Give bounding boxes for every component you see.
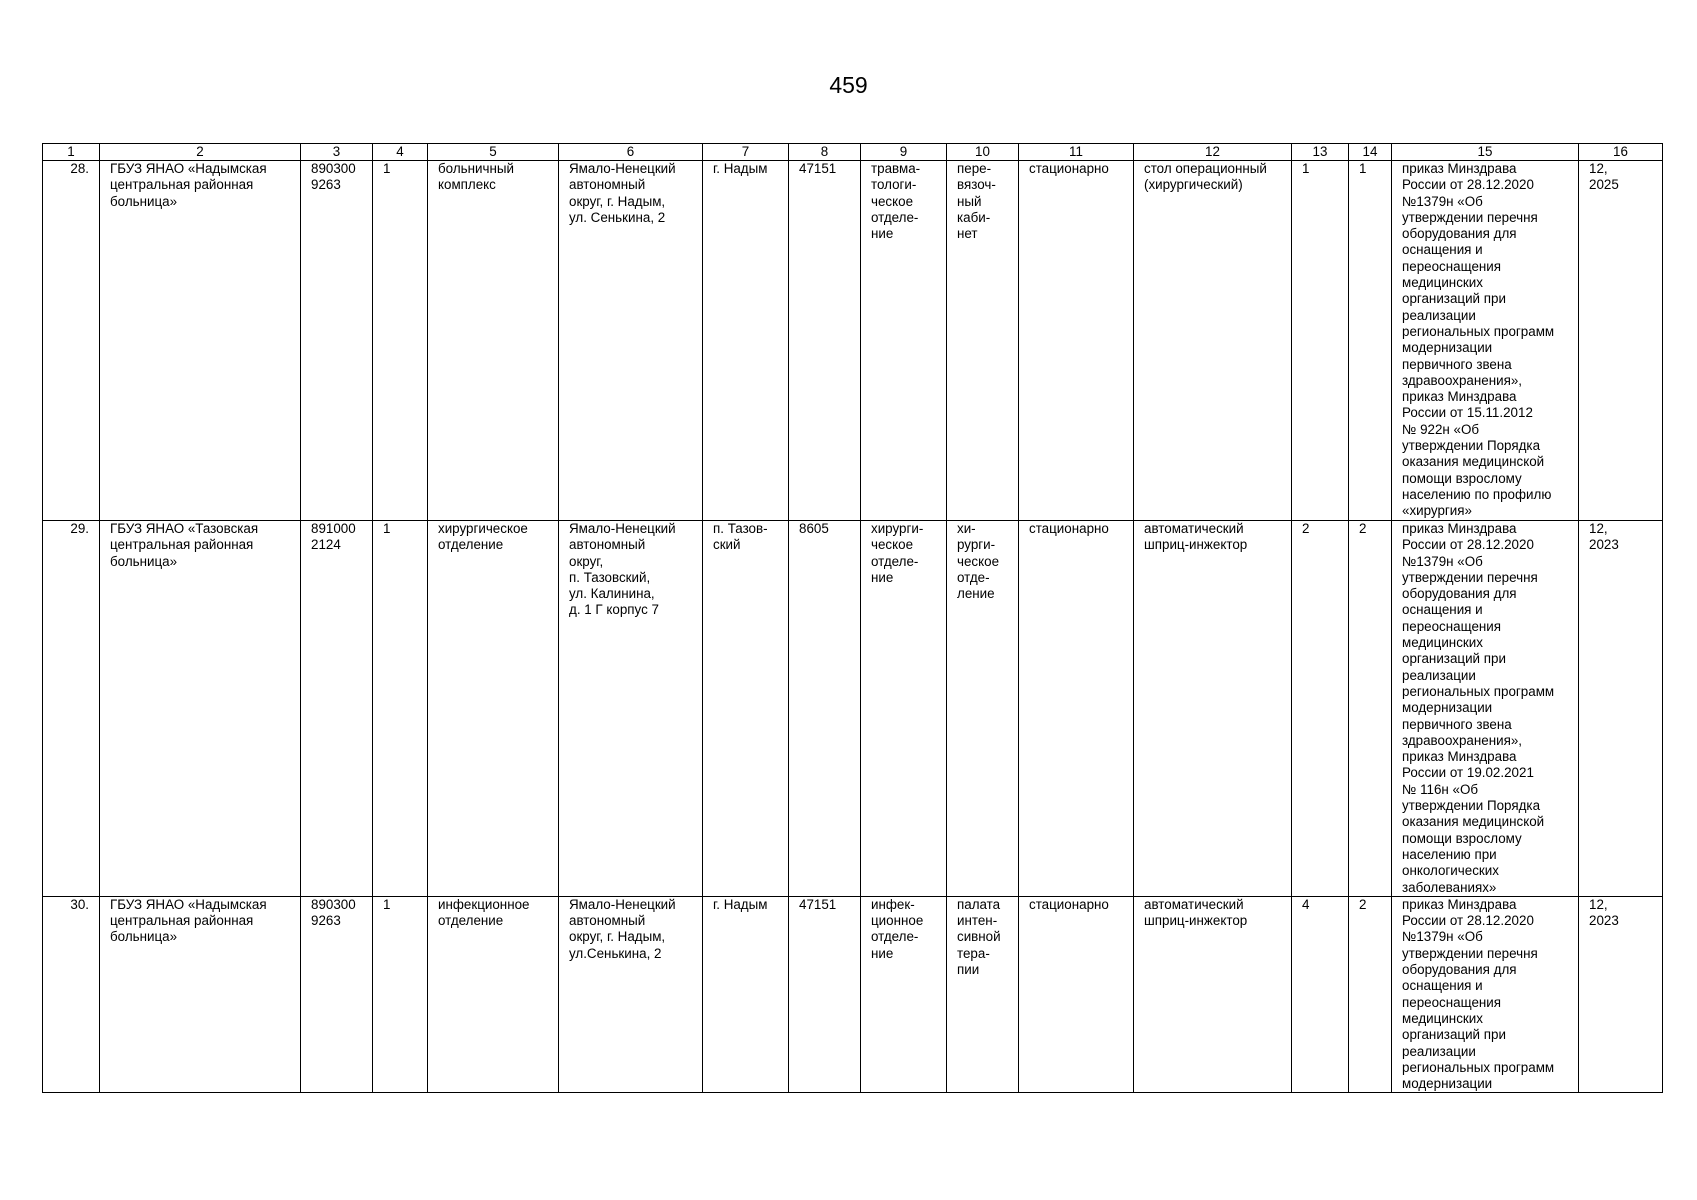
header-cell: 5 xyxy=(428,144,559,161)
table-row xyxy=(43,521,1663,897)
col13-cell: 1 xyxy=(1292,161,1349,521)
col4-cell: 1 xyxy=(373,161,428,521)
facility-cell: больничный комплекс xyxy=(428,161,559,521)
address-cell: Ямало-Ненецкий автономный округ, п. Тазовский, ул. Калинина, д. 1 Г корпус 7 xyxy=(559,521,703,897)
facility-cell: инфекционное отделение xyxy=(428,896,559,1093)
header-cell: 3 xyxy=(301,144,373,161)
inn-cell: 890300 9263 xyxy=(301,161,373,521)
header-cell: 6 xyxy=(559,144,703,161)
header-cell: 4 xyxy=(373,144,428,161)
inn-cell: 890300 9263 xyxy=(301,896,373,1093)
header-cell: 2 xyxy=(100,144,301,161)
locality-cell: г. Надым xyxy=(703,896,789,1093)
row-number: 28. xyxy=(43,161,100,521)
inn-cell: 891000 2124 xyxy=(301,521,373,897)
equipment-cell: автоматический шприц-инжектор xyxy=(1134,896,1292,1093)
code-cell: 8605 xyxy=(789,521,861,897)
col14-cell: 1 xyxy=(1349,161,1392,521)
header-cell: 7 xyxy=(703,144,789,161)
col14-cell: 2 xyxy=(1349,521,1392,897)
row-number: 30. xyxy=(43,896,100,1093)
table-row xyxy=(43,896,1663,1093)
header-cell: 13 xyxy=(1292,144,1349,161)
basis-cell: приказ Минздрава России от 28.12.2020 №1379н «Об утверждении перечня оборудования для оснащения и переоснащения медицинских организаций при реализации региональных программ модернизации первичного звена здравоохранения», приказ Минздрава России от 15.11.2012 № 922н «Об утверждении Порядка оказания медицинской помощи взрослому населению по профилю «хирургия» xyxy=(1392,161,1579,521)
date-cell: 12, 2025 xyxy=(1579,161,1663,521)
locality-cell: г. Надым xyxy=(703,161,789,521)
table-row xyxy=(43,161,1663,521)
room-cell: палата интен- сивной тера- пии xyxy=(947,896,1019,1093)
department-cell: хирурги- ческое отделе- ние xyxy=(861,521,947,897)
care-type-cell: стационарно xyxy=(1019,161,1134,521)
room-cell: пере- вязоч- ный каби- нет xyxy=(947,161,1019,521)
header-cell: 12 xyxy=(1134,144,1292,161)
locality-cell: п. Тазов- ский xyxy=(703,521,789,897)
header-cell: 9 xyxy=(861,144,947,161)
col4-cell: 1 xyxy=(373,521,428,897)
date-cell: 12, 2023 xyxy=(1579,896,1663,1093)
organization-cell: ГБУЗ ЯНАО «Надымская центральная районная больница» xyxy=(100,896,301,1093)
equipment-cell: автоматический шприц-инжектор xyxy=(1134,521,1292,897)
col13-cell: 2 xyxy=(1292,521,1349,897)
organization-cell: ГБУЗ ЯНАО «Надымская центральная районная больница» xyxy=(100,161,301,521)
code-cell: 47151 xyxy=(789,161,861,521)
page-number: 459 xyxy=(829,72,868,98)
care-type-cell: стационарно xyxy=(1019,521,1134,897)
header-cell: 16 xyxy=(1579,144,1663,161)
basis-cell: приказ Минздрава России от 28.12.2020 №1379н «Об утверждении перечня оборудования для оснащения и переоснащения медицинских организаций при реализации региональных программ модернизации первичного звена здравоохранения», приказ Минздрава России от 19.02.2021 № 116н «Об утверждении Порядка оказания медицинской помощи взрослому населению при онкологических заболеваниях» xyxy=(1392,521,1579,897)
address-cell: Ямало-Ненецкий автономный округ, г. Надым, ул.Сенькина, 2 xyxy=(559,896,703,1093)
organization-cell: ГБУЗ ЯНАО «Тазовская центральная районная больница» xyxy=(100,521,301,897)
basis-cell: приказ Минздрава России от 28.12.2020 №1379н «Об утверждении перечня оборудования для оснащения и переоснащения медицинских организаций при реализации региональных программ модернизации xyxy=(1392,896,1579,1093)
department-cell: травма- тологи- ческое отделе- ние xyxy=(861,161,947,521)
row-number: 29. xyxy=(43,521,100,897)
care-type-cell: стационарно xyxy=(1019,896,1134,1093)
header-row xyxy=(43,144,1663,161)
facility-cell: хирургическое отделение xyxy=(428,521,559,897)
header-cell: 1 xyxy=(43,144,100,161)
col14-cell: 2 xyxy=(1349,896,1392,1093)
header-cell: 11 xyxy=(1019,144,1134,161)
code-cell: 47151 xyxy=(789,896,861,1093)
date-cell: 12, 2023 xyxy=(1579,521,1663,897)
department-cell: инфек- ционное отделе- ние xyxy=(861,896,947,1093)
room-cell: хи- рурги- ческое отде- ление xyxy=(947,521,1019,897)
header-cell: 15 xyxy=(1392,144,1579,161)
header-cell: 10 xyxy=(947,144,1019,161)
equipment-cell: стол операционный (хирургический) xyxy=(1134,161,1292,521)
address-cell: Ямало-Ненецкий автономный округ, г. Надым, ул. Сенькина, 2 xyxy=(559,161,703,521)
col13-cell: 4 xyxy=(1292,896,1349,1093)
header-cell: 8 xyxy=(789,144,861,161)
header-cell: 14 xyxy=(1349,144,1392,161)
col4-cell: 1 xyxy=(373,896,428,1093)
equipment-table xyxy=(42,143,1663,1093)
